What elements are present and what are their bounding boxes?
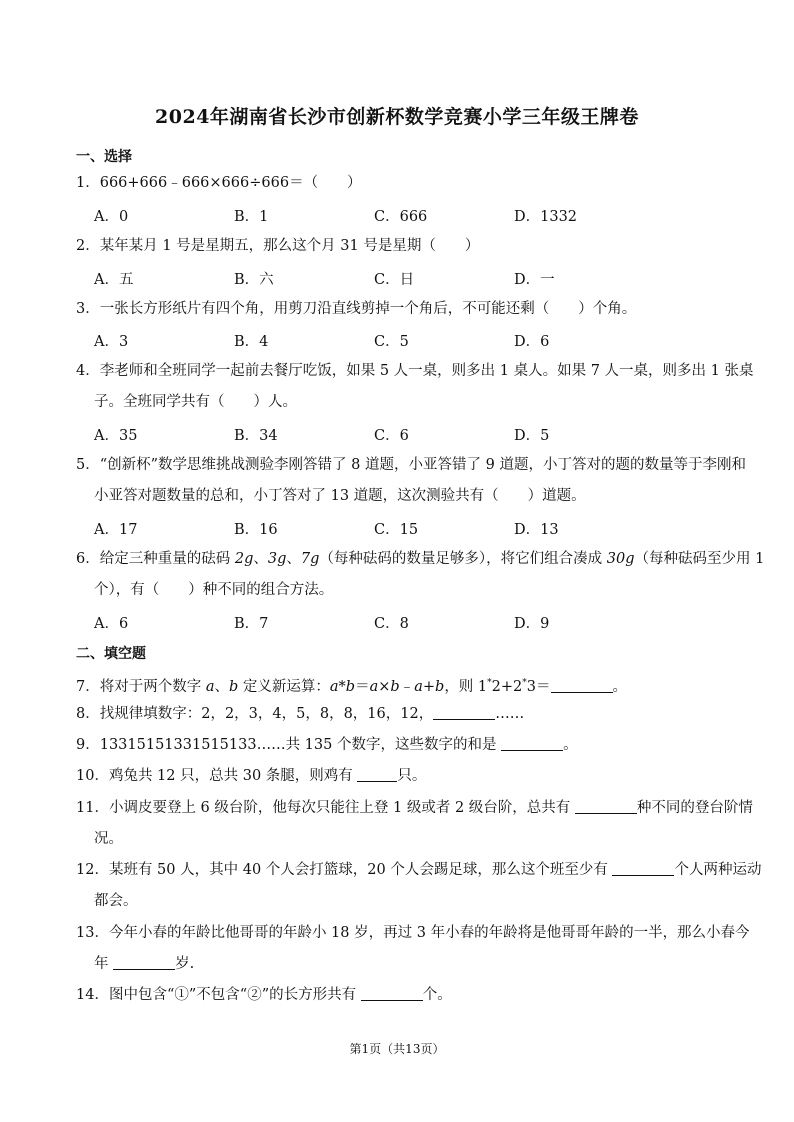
question-number: 10． [76,768,109,784]
separator: 、 [214,678,229,695]
option-b: B．7 [234,616,269,632]
question-2 [76,231,479,262]
section-heading-choice: 一、选择 [76,149,132,165]
question-number: 6． [76,551,100,567]
option-d: D．5 [514,428,550,444]
option-a: A．五 [94,272,134,288]
option-d: D．6 [514,334,550,350]
question-5 [76,450,746,481]
option-c: C．日 [374,272,415,288]
question-text: 鸡兔共 12 只，总共 30 条腿，则鸡有 [108,768,358,784]
separator: 、 [286,551,301,567]
variable-a: a [369,678,379,695]
option-b: B．六 [234,272,274,288]
question-6 [76,544,764,575]
separator: 、 [253,551,268,567]
question-text: 个人两种运动 [674,862,762,878]
variable-a: a [205,678,215,695]
weight-2g: 2g [234,551,254,567]
question-number: 2． [76,238,100,254]
plus-sign: + [422,678,436,695]
question-number: 8． [76,706,100,722]
question-8 [76,699,524,730]
question-13 [76,918,750,949]
question-7 [76,668,627,703]
option-b: B．4 [234,334,269,350]
question-1 [76,168,362,199]
answer-blank[interactable] [575,799,637,814]
option-c: C．666 [374,209,428,225]
question-text: 某年某月 1 号是星期五，那么这个月 31 号是星期（ ） [99,238,480,254]
question-text: 找规律填数字：2，2，3，4，5，8，8，16，12， [99,706,434,722]
variable-b: b [390,678,400,695]
question-text: 图中包含“①”不包含“②”的长方形共有 [108,987,361,1003]
question-10 [76,761,426,792]
question-number: 5． [76,457,100,473]
option-b: B．1 [234,209,269,225]
question-6-continued: 个），有（ ）种不同的组合方法。 [94,582,334,598]
star-operator: * [522,678,527,688]
question-number: 12． [76,862,109,878]
question-text: 666+666﹣666×666÷666＝（ ） [99,175,362,191]
question-number: 1． [76,175,100,191]
option-c: C．8 [374,616,409,632]
answer-blank[interactable] [357,767,397,782]
star-operator: * [487,678,492,688]
operation-expression: a*b [329,678,356,695]
question-12-continued: 都会。 [94,893,138,909]
question-number: 7． [76,678,100,695]
question-13-continued [94,949,194,980]
variable-b: b [435,678,445,695]
weight-7g: 7g [300,551,320,567]
equals-sign: ＝ [355,678,370,695]
question-1-options [94,205,694,225]
question-text: ，则 1 [444,678,488,695]
answer-blank[interactable] [612,861,674,876]
option-c: C．15 [374,522,419,538]
option-b: B．16 [234,522,278,538]
answer-blank[interactable] [113,955,175,970]
option-c: C．5 [374,334,409,350]
question-text: 只。 [397,768,427,784]
question-number: 11． [76,800,109,816]
option-d: D．13 [514,522,559,538]
weight-30g: 30g [606,551,635,567]
option-a: A．17 [94,522,138,538]
answer-blank[interactable] [433,705,495,720]
minus-sign: ﹣ [399,678,415,695]
question-9 [76,730,578,761]
question-text: （每种砝码的数量足够多），将它们组合凑成 [319,551,607,567]
option-d: D．一 [514,272,555,288]
question-text: （每种砝码至少用 1 [634,551,765,567]
question-text: 将对于两个数字 [99,678,206,695]
question-text: 个。 [422,987,452,1003]
question-text: 岁. [175,956,195,972]
question-14 [76,980,452,1011]
question-text: 3＝ [526,678,551,695]
question-4-continued: 子。全班同学共有（ ）人。 [94,394,297,410]
question-text: 给定三种重量的砝码 [99,551,235,567]
question-text: 。 [563,737,578,753]
question-number: 14． [76,987,109,1003]
question-3 [76,294,636,325]
question-6-options [94,612,694,632]
option-d: D．9 [514,616,550,632]
option-a: A．0 [94,209,129,225]
question-12 [76,855,761,886]
question-text: 2+2 [491,678,523,695]
option-c: C．6 [374,428,409,444]
page-footer: 第1页（共13页） [349,1042,445,1056]
question-text: “创新杯”数学思维挑战测验李刚答错了 8 道题，小亚答错了 9 道题，小丁答对的题的数量等于李刚和 [99,457,746,473]
section-heading-fill-blank: 二、填空题 [76,646,146,662]
question-text: 定义新运算： [238,678,330,695]
option-a: A．6 [94,616,129,632]
question-text: 。 [612,678,627,695]
variable-b: b [229,678,239,695]
option-a: A．3 [94,334,129,350]
question-text: 一张长方形纸片有四个角，用剪刀沿直线剪掉一个角后，不可能还剩（ ）个角。 [99,301,637,317]
question-5-continued: 小亚答对题数量的总和，小丁答对了 13 道题，这次测验共有（ ）道题。 [94,488,586,504]
question-text: 李老师和全班同学一起前去餐厅吃饭，如果 5 人一桌，则多出 1 桌人。如果 7 人一桌，则多出 1 张桌 [99,363,754,379]
question-text: 13315151331515133……共 135 个数字，这些数字的和是 [99,737,502,753]
question-number: 4． [76,363,100,379]
answer-blank[interactable] [551,678,613,693]
option-b: B．34 [234,428,278,444]
question-text: 小调皮要登上 6 级台阶，他每次只能往上登 1 级或者 2 级台阶，总共有 [108,800,575,816]
question-number: 3． [76,301,100,317]
question-text: …… [495,706,525,722]
variable-a: a [414,678,423,695]
page-title: 2024年湖南省长沙市创新杯数学竞赛小学三年级王牌卷 [155,106,639,128]
question-3-options [94,330,694,350]
question-11 [76,793,753,824]
option-d: D．1332 [514,209,578,225]
question-text: 年 [94,956,114,972]
question-text: 种不同的登台阶情 [636,800,753,816]
question-number: 9． [76,737,100,753]
question-11-continued: 况。 [94,831,123,847]
question-text: 今年小春的年龄比他哥哥的年龄小 18 岁，再过 3 年小春的年龄将是他哥哥年龄的一半，那么小春今 [108,925,750,941]
question-2-options [94,268,694,288]
question-number: 13． [76,925,109,941]
question-5-options [94,518,694,538]
question-4-options [94,424,694,444]
question-text: 某班有 50 人，其中 40 个人会打篮球，20 个人会踢足球，那么这个班至少有 [108,862,613,878]
question-4 [76,356,754,387]
times-sign: × [378,678,391,695]
option-a: A．35 [94,428,138,444]
weight-3g: 3g [267,551,287,567]
answer-blank[interactable] [361,986,423,1001]
answer-blank[interactable] [501,736,563,751]
